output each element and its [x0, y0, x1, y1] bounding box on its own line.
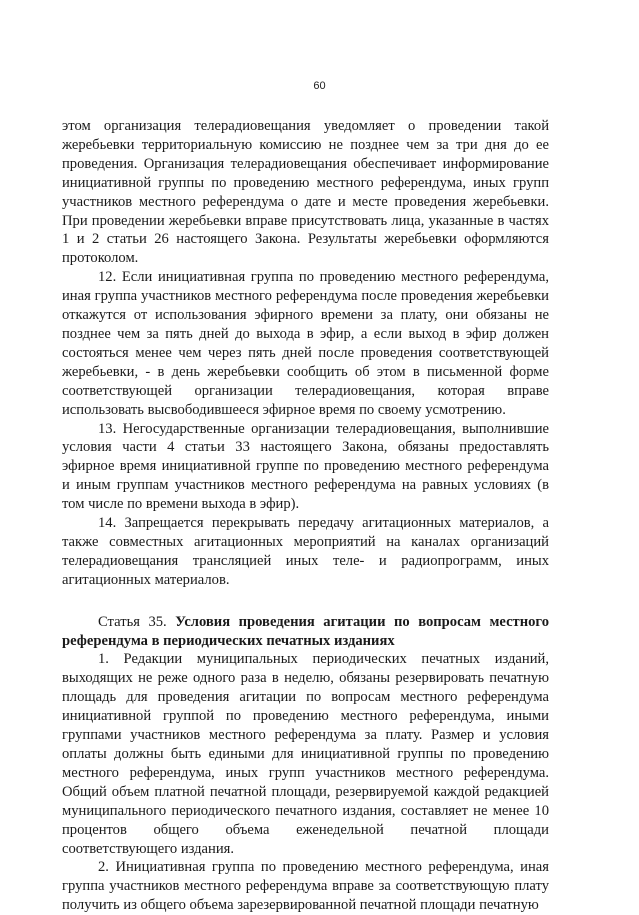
document-body — [62, 117, 549, 915]
paragraph-article-item-2: 2. Инициативная группа по проведению местного референдума, иная группа участников местного референдума вправе за соответствующую плату получить из общего объема зарезервированной печатной площади печатную — [62, 859, 549, 914]
article-prefix: Статья 35. — [98, 613, 176, 630]
paragraph-item-13: 13. Негосударственные организации телерадиовещания, выполнившие условия части 4 статьи 33 настоящего Закона, обязаны предоставлять эфирное время инициативной группе по проведению местного референдума и иным группам участников местного референдума на равных условиях (в том числе по времени выхода в эфир). — [62, 420, 549, 513]
paragraph-item-12: 12. Если инициативная группа по проведению местного референдума, иная группа участников местного референдума после проведения жеребьевки откажутся от использования эфирного времени за плату, они обязаны не позднее чем за пять дней до выхода в эфир, а если выход в эфир должен состояться менее чем через пять дней после проведения соответствующей жеребьевки, - в день жеребьевки сообщить об этом в письменной форме соответствующей организации телерадиовещания, которая вправе использовать высвободившееся эфирное время по своему усмотрению. — [62, 269, 549, 418]
paragraph-article-item-1: 1. Редакции муниципальных периодических печатных изданий, выходящих не реже одного раза в неделю, обязаны резервировать печатную площадь для проведения агитации по вопросам местного референдума инициативной группой по проведению местного референдума, иными группами участников местного референдума за плату. Размер и условия оплаты должны быть едиными для инициативной группы по проведению местного референдума, иных групп участников местного референдума. Общий объем платной печатной площади, резервируемой каждой редакцией муниципального периодического печатного издания, составляет не менее 10 процентов общего объема еженедельной печатной площади соответствующего издания. — [62, 651, 549, 857]
page-number: 60 — [313, 80, 326, 92]
article-heading — [62, 613, 549, 651]
paragraph-continuation: этом организация телерадиовещания уведомляет о проведении такой жеребьевки территориальную комиссию не позднее чем за три дня до ее проведения. Организация телерадиовещания обеспечивает информирование инициативной группы по проведению местного референдума, иных групп участников местного референдума о дате и месте проведения жеребьевки. При проведении жеребьевки вправе присутствовать лица, указанные в частях 1 и 2 статьи 26 настоящего Закона. Результаты жеребьевки оформляются протоколом. — [62, 118, 549, 267]
article-title: Условия проведения агитации по вопросам местного референдума в периодических печатных изданиях — [62, 613, 549, 649]
paragraph-item-14: 14. Запрещается перекрывать передачу агитационных материалов, а также совместных агитационных мероприятий на каналах организаций телерадиовещания трансляцией иных теле- и радиопрограмм, иных агитационных материалов. — [62, 515, 549, 588]
